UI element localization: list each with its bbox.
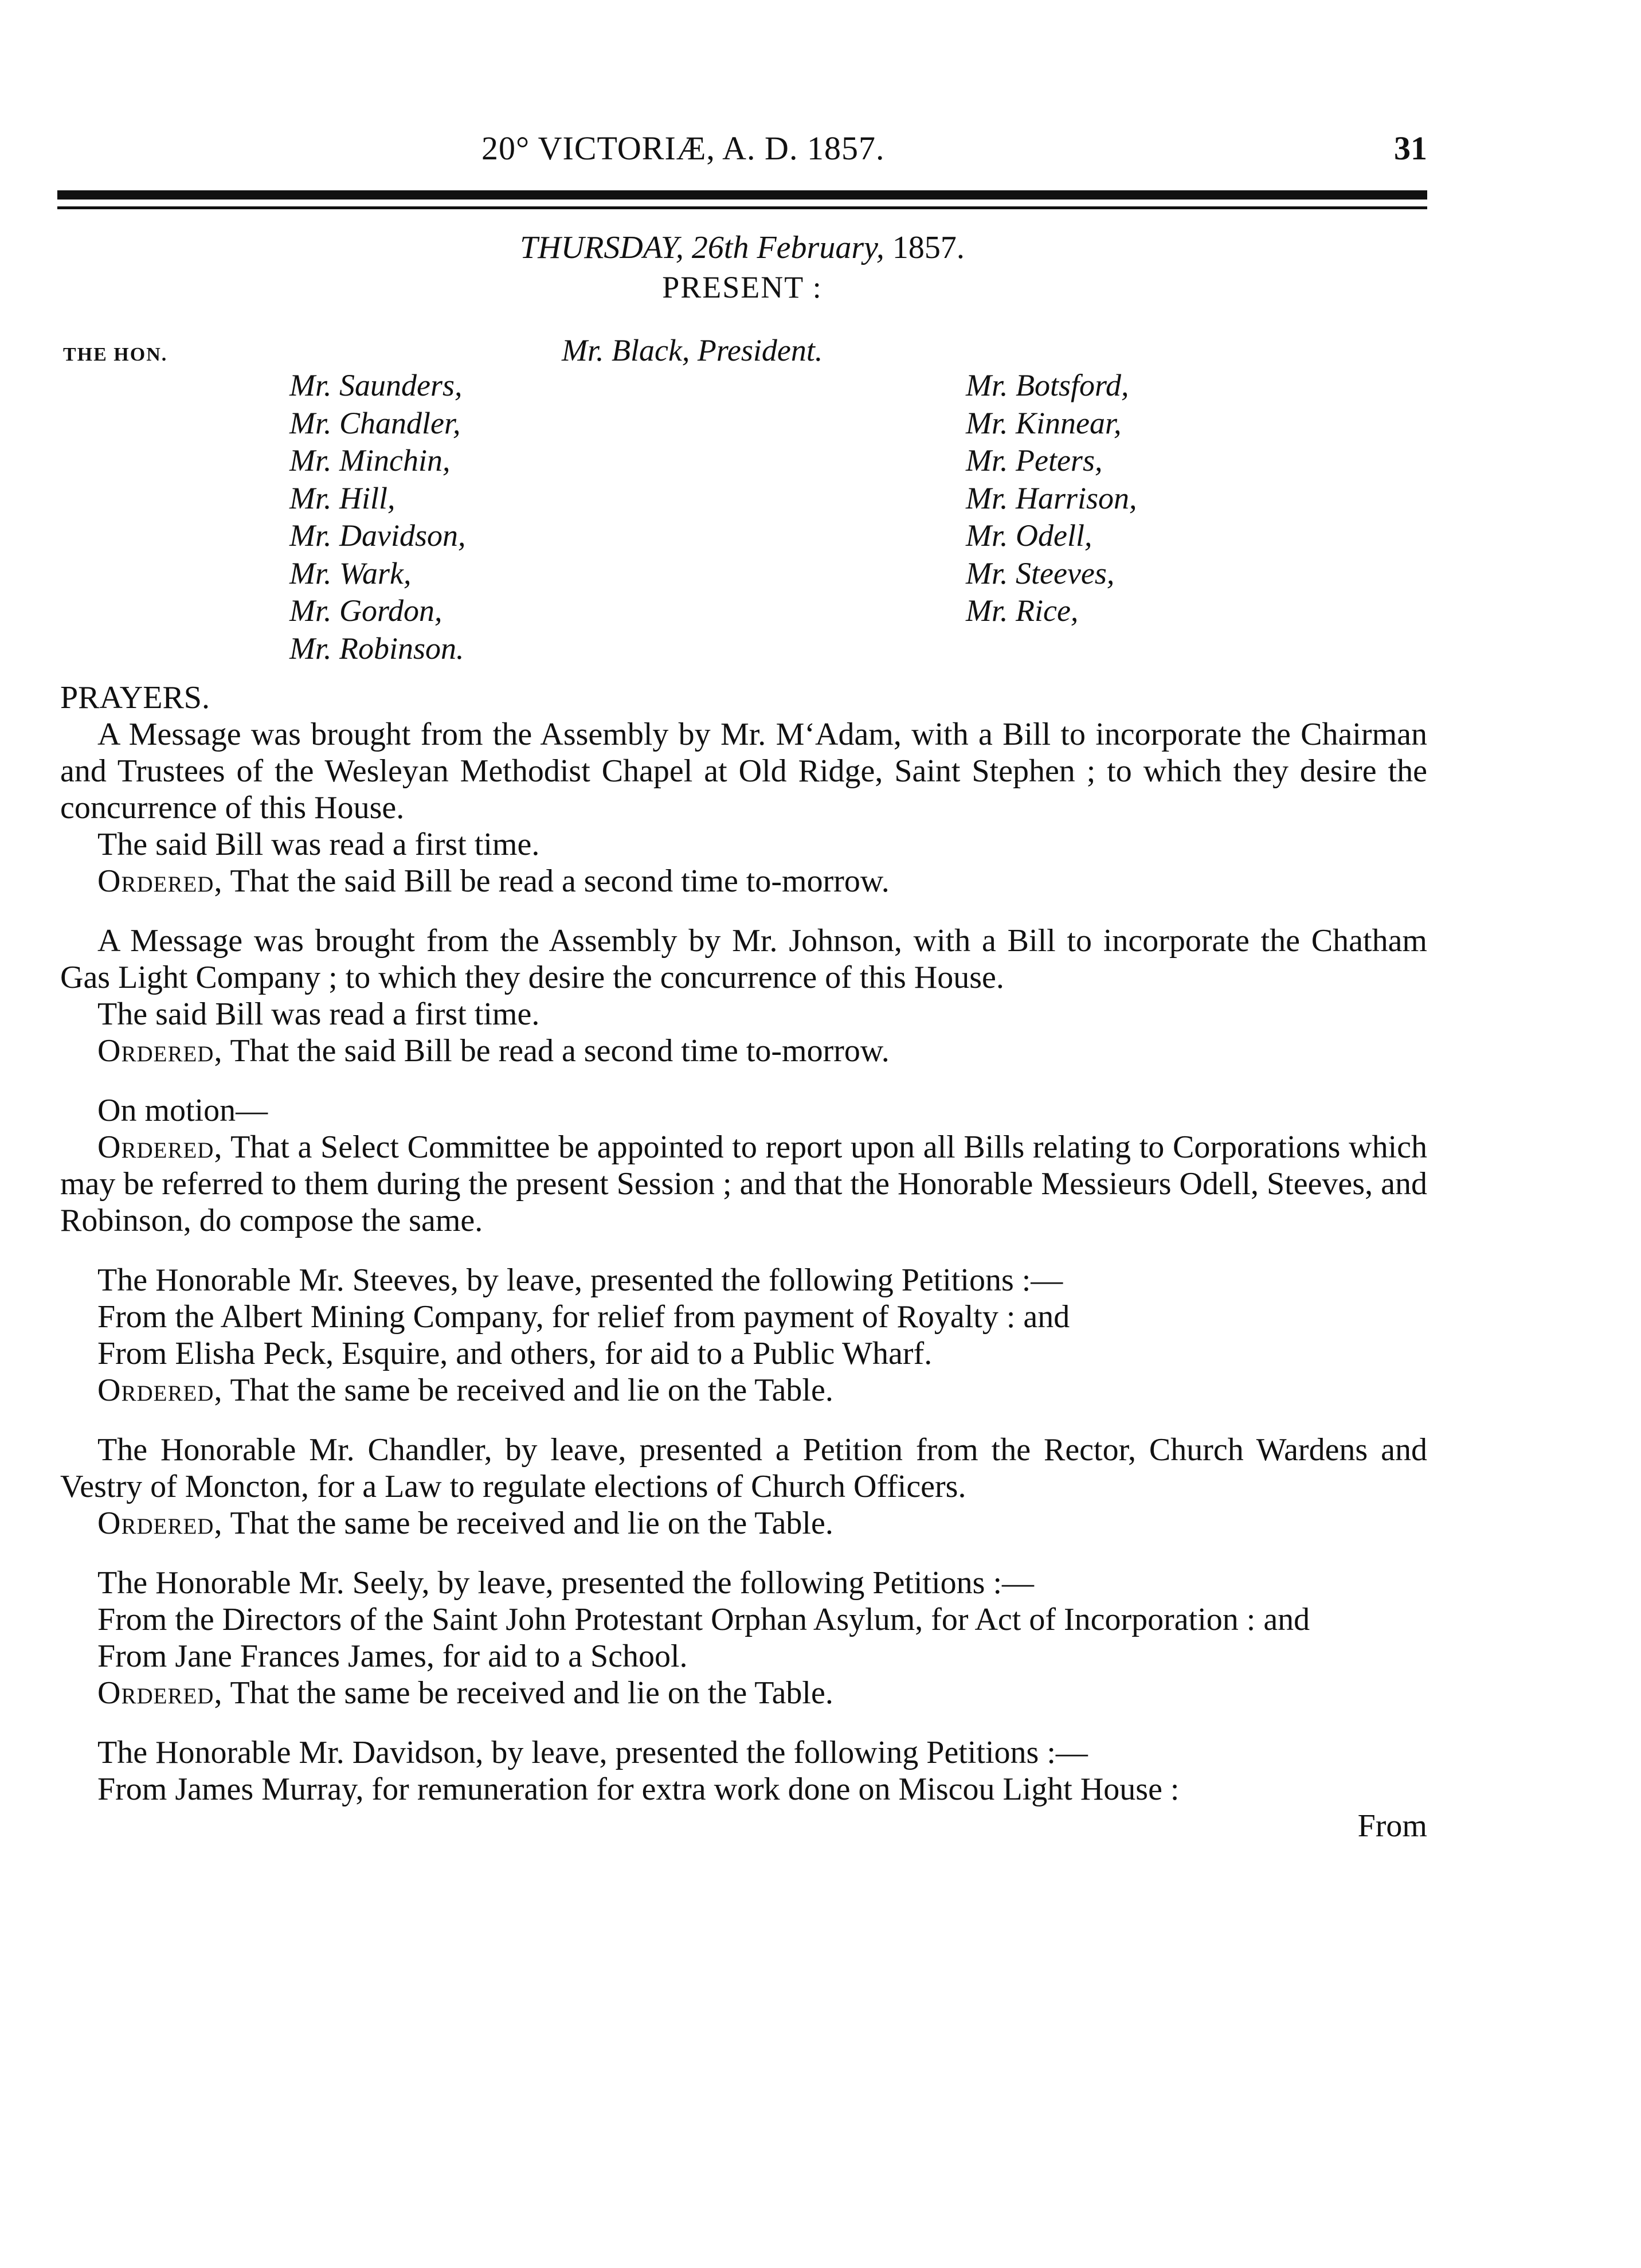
ordered-paragraph xyxy=(60,1675,1427,1711)
member-name: Mr. Odell, xyxy=(966,518,1092,553)
ordered-label: Ordered, xyxy=(97,1506,223,1541)
member-name: Mr. Gordon, xyxy=(289,593,442,628)
prayers-heading: PRAYERS. xyxy=(60,680,210,715)
paragraph: The Honorable Mr. Steeves, by leave, presented the following Petitions :— xyxy=(97,1262,1063,1298)
ordered-text: That a Select Committee be appointed to report upon all Bills relating to Corporations which may be referred to them during the present Session ; and that the Honorable Messieurs Odell, Steeves, and Robinson, do compose the same. xyxy=(60,1129,1427,1238)
paragraph: The Honorable Mr. Seely, by leave, presented the following Petitions :— xyxy=(97,1565,1035,1601)
members-list-right xyxy=(966,367,1137,630)
paragraph: The said Bill was read a first time. xyxy=(97,996,540,1032)
header-rule-thin xyxy=(57,206,1427,209)
paragraph: The Honorable Mr. Chandler, by leave, presented a Petition from the Rector, Church Wardens and Vestry of Moncton, for a Law to regulate elections of Church Officers. xyxy=(60,1432,1427,1504)
ordered-text: That the same be received and lie on the Table. xyxy=(230,1372,833,1408)
page-header xyxy=(57,129,1427,181)
date-year: 1857. xyxy=(892,230,965,265)
date-day: THURSDAY, xyxy=(520,230,684,265)
ordered-text: That the same be received and lie on the Table. xyxy=(230,1506,833,1541)
page-number: 31 xyxy=(1394,130,1427,167)
ordered-paragraph xyxy=(60,863,1427,900)
member-name: Mr. Chandler, xyxy=(289,405,461,440)
member-name: Mr. Rice, xyxy=(966,593,1079,628)
member-name: Mr. Saunders, xyxy=(289,368,463,402)
member-name: Mr. Botsford, xyxy=(966,368,1129,402)
paragraph: From the Albert Mining Company, for relief from payment of Royalty : and xyxy=(97,1299,1070,1335)
paragraph: The Honorable Mr. Davidson, by leave, presented the following Petitions :— xyxy=(97,1735,1088,1770)
ordered-label: Ordered, xyxy=(97,1033,223,1069)
ordered-text: That the said Bill be read a second time to-morrow. xyxy=(230,863,890,899)
member-name: Mr. Davidson, xyxy=(289,518,466,553)
member-name: Mr. Minchin, xyxy=(289,443,451,478)
ordered-text: That the said Bill be read a second time to-morrow. xyxy=(230,1033,890,1069)
ordered-label: Ordered, xyxy=(97,1129,223,1165)
paragraph: From James Murray, for remuneration for extra work done on Miscou Light House : xyxy=(97,1772,1180,1807)
paragraph: From Elisha Peck, Esquire, and others, for aid to a Public Wharf. xyxy=(97,1336,933,1371)
ordered-label: Ordered, xyxy=(97,1675,223,1711)
ordered-paragraph xyxy=(60,1505,1427,1542)
member-name: Mr. Steeves, xyxy=(966,556,1115,591)
ordered-label: Ordered, xyxy=(97,863,223,899)
ordered-label: Ordered, xyxy=(97,1372,223,1408)
sitting-date xyxy=(57,229,1427,266)
member-name: Mr. Kinnear, xyxy=(966,405,1122,440)
paragraph: From Jane Frances James, for aid to a School. xyxy=(97,1639,688,1674)
president-line: Mr. Black, President. xyxy=(562,333,823,367)
member-name: Mr. Robinson. xyxy=(289,631,464,666)
the-hon-label: THE HON. xyxy=(63,344,168,365)
members-list-left xyxy=(289,367,466,667)
member-name: Mr. Harrison, xyxy=(966,480,1137,515)
paragraph: A Message was brought from the Assembly by Mr. Johnson, with a Bill to incorporate the Chatham Gas Light Company ; to which they desire the concurrence of this House. xyxy=(60,923,1427,995)
member-name: Mr. Hill, xyxy=(289,480,395,515)
ordered-paragraph xyxy=(60,1129,1427,1239)
catchword: From xyxy=(1357,1808,1427,1844)
present-heading: PRESENT : xyxy=(662,270,823,304)
paragraph: A Message was brought from the Assembly by Mr. M‘Adam, with a Bill to incorporate the Chairman and Trustees of the Wesleyan Methodist Chapel at Old Ridge, Saint Stephen ; to which they desire the concurrence of this House. xyxy=(60,717,1427,826)
proceedings-body xyxy=(60,679,1427,1844)
member-name: Mr. Peters, xyxy=(966,443,1103,478)
date-day-number: 26th xyxy=(691,230,749,265)
paragraph: The said Bill was read a first time. xyxy=(97,827,540,862)
paragraph: On motion— xyxy=(97,1093,268,1128)
date-month: February, xyxy=(757,230,884,265)
ordered-paragraph xyxy=(60,1033,1427,1069)
header-rule-thick xyxy=(57,190,1427,200)
paragraph: From the Directors of the Saint John Protestant Orphan Asylum, for Act of Incorporation : and xyxy=(97,1602,1310,1637)
ordered-text: That the same be received and lie on the Table. xyxy=(230,1675,833,1711)
running-head: 20° VICTORIÆ, A. D. 1857. xyxy=(481,130,885,167)
ordered-paragraph xyxy=(60,1372,1427,1409)
member-name: Mr. Wark, xyxy=(289,556,412,591)
